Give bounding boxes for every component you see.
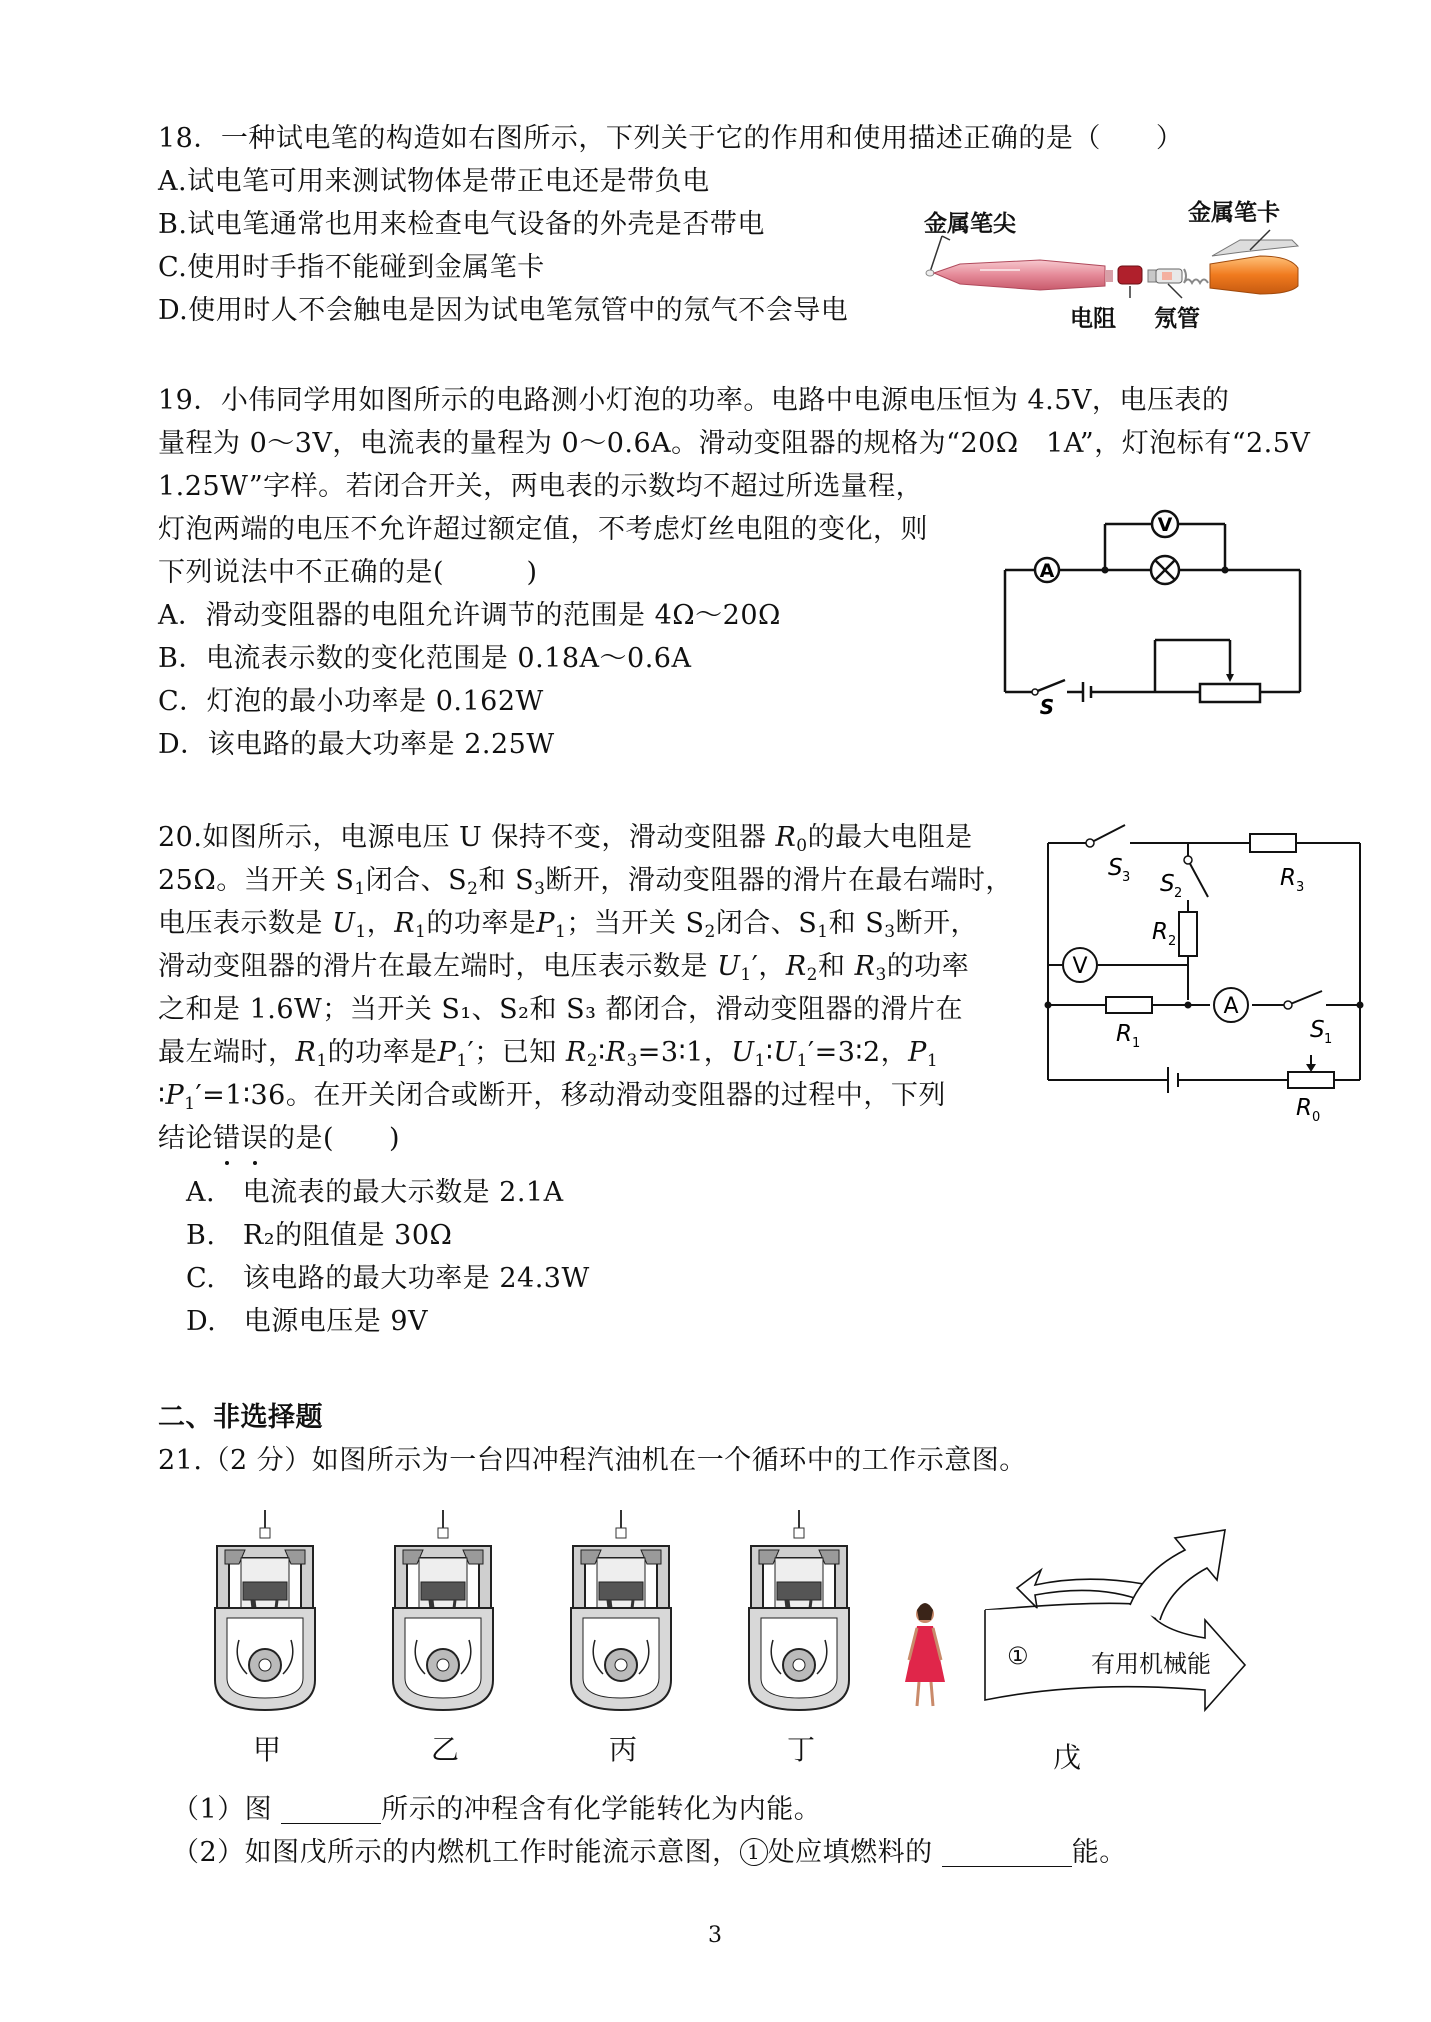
section-title: 二、非选择题 bbox=[158, 1402, 323, 1433]
svg-text:3: 3 bbox=[1122, 870, 1131, 885]
q19-line-5: 下列说法中不正确的是( ) bbox=[158, 557, 538, 588]
q18-option-c: C.使用时手指不能碰到金属笔卡 bbox=[158, 252, 545, 283]
q20-line-6: 最左端时，$R_1$的功率是$P_1'$；已知 $R_2∶R_3=3∶1$，$U_1∶U_1'=3∶2$，$P_1$ bbox=[158, 1037, 939, 1071]
label-jia: 甲 bbox=[253, 1733, 282, 1766]
label-r3: R bbox=[1280, 865, 1296, 891]
q19-circuit-diagram bbox=[995, 502, 1325, 722]
svg-text:1: 1 bbox=[1324, 1032, 1333, 1047]
emphasis-dot-1 bbox=[225, 1161, 229, 1165]
label-neon-tube: 氖管 bbox=[1154, 306, 1200, 332]
label-metal-clip: 金属笔卡 bbox=[1188, 200, 1280, 226]
engine-strokes-figure bbox=[205, 1510, 1305, 1790]
label-ding: 丁 bbox=[787, 1733, 816, 1766]
q19-line-2: 量程为 0～3V，电流表的量程为 0～0.6A。滑动变阻器的规格为“20Ω 1A”，灯泡标有“2.5V bbox=[158, 428, 1311, 459]
svg-text:2: 2 bbox=[1174, 886, 1183, 901]
svg-text:2: 2 bbox=[1168, 934, 1177, 949]
q19-option-b: B．电流表示数的变化范围是 0.18A～0.6A bbox=[158, 643, 692, 674]
label-s3: S bbox=[1108, 855, 1123, 881]
q19-option-a: A．滑动变阻器的电阻允许调节的范围是 4Ω～20Ω bbox=[158, 600, 781, 631]
q18-option-b: B.试电笔通常也用来检查电气设备的外壳是否带电 bbox=[158, 209, 765, 240]
emphasis-dot-2 bbox=[253, 1161, 257, 1165]
q19-option-d: D．该电路的最大功率是 2.25W bbox=[158, 729, 555, 760]
q19-option-c: C．灯泡的最小功率是 0.162W bbox=[158, 686, 544, 717]
q21-sub-2: （2）如图戊所示的内燃机工作时能流示意图， 1 处应填燃料的 能。 bbox=[172, 1837, 1127, 1868]
q20-option-b: B. R₂的阻值是 30Ω bbox=[186, 1220, 453, 1251]
label-resistor: 电阻 bbox=[1070, 306, 1116, 332]
q20-ammeter-symbol: A bbox=[1223, 994, 1239, 1019]
q20-line-4: 滑动变阻器的滑片在最左端时，电压表示数是 $U_1'$，$R_2$和 $R_3$的功率 bbox=[158, 951, 970, 985]
q18-option-a: A.试电笔可用来测试物体是带正电还是带负电 bbox=[158, 166, 710, 197]
label-bing: 丙 bbox=[609, 1733, 638, 1766]
q19-line-4: 灯泡两端的电压不允许超过额定值，不考虑灯丝电阻的变化，则 bbox=[158, 514, 928, 545]
arrow-label: 有用机械能 bbox=[1091, 1650, 1211, 1678]
label-r0: R bbox=[1296, 1095, 1312, 1121]
answer-blank-1[interactable] bbox=[281, 1795, 381, 1824]
q19-line-1: 19．小伟同学用如图所示的电路测小灯泡的功率。电路中电源电压恒为 4.5V，电压表的 bbox=[158, 385, 1230, 416]
energy-flow-arrow bbox=[985, 1530, 1245, 1710]
q19-circuit-wires bbox=[995, 502, 1325, 722]
q20-line-5: 之和是 1.6W；当开关 S₁、S₂和 S₃ 都闭合，滑动变阻器的滑片在 bbox=[158, 994, 963, 1025]
q20-emphasis-wrong: 错误 bbox=[213, 1123, 268, 1154]
circled-number: 1 bbox=[740, 1838, 768, 1866]
q19-ammeter-symbol: A bbox=[1039, 560, 1055, 582]
label-s2: S bbox=[1160, 871, 1175, 897]
page-number: 3 bbox=[708, 1923, 723, 1948]
q19-switch-label: S bbox=[1039, 695, 1055, 719]
svg-text:3: 3 bbox=[1296, 880, 1305, 895]
label-wu: 戊 bbox=[1053, 1741, 1082, 1774]
svg-text:0: 0 bbox=[1312, 1110, 1321, 1125]
q20-option-c: C. 该电路的最大功率是 24.3W bbox=[186, 1263, 590, 1294]
label-s1: S bbox=[1310, 1017, 1325, 1043]
tester-pen-figure bbox=[920, 190, 1310, 330]
label-metal-tip: 金属笔尖 bbox=[924, 211, 1016, 237]
answer-blank-2[interactable] bbox=[942, 1838, 1072, 1867]
q20-option-d: D. 电源电压是 9V bbox=[186, 1306, 429, 1337]
q21-sub-1: （1）图 所示的冲程含有化学能转化为内能。 bbox=[172, 1794, 822, 1825]
q21-stem: 21.（2 分）如图所示为一台四冲程汽油机在一个循环中的工作示意图。 bbox=[158, 1445, 1027, 1476]
q20-circuit-diagram bbox=[1040, 815, 1370, 1135]
q20-option-a: A. 电流表的最大示数是 2.1A bbox=[186, 1177, 564, 1208]
q20-line-3: 电压表示数是 $U_1$，$R_1$的功率是$P_1$；当开关 $S_2$闭合、$S_1$和 $S_3$断开， bbox=[158, 908, 979, 942]
q20-line-1: 20.如图所示，电源电压 U 保持不变，滑动变阻器 $R_0$的最大电阻是 bbox=[158, 822, 973, 856]
label-yi: 乙 bbox=[431, 1733, 460, 1766]
q20-line-7: $∶P_1'=1∶36$。在开关闭合或断开，移动滑动变阻器的过程中，下列 bbox=[158, 1080, 946, 1114]
q18-option-d: D.使用时人不会触电是因为试电笔氖管中的氖气不会导电 bbox=[158, 295, 849, 326]
q20-line-2: 25Ω。当开关 $S_1$闭合、$S_2$和 $S_3$断开，滑动变阻器的滑片在最右端时， bbox=[158, 865, 1013, 899]
label-r2: R bbox=[1152, 919, 1168, 945]
q19-voltmeter-symbol: V bbox=[1157, 514, 1173, 536]
q18-stem: 18．一种试电笔的构造如右图所示，下列关于它的作用和使用描述正确的是（ ） bbox=[158, 123, 1184, 154]
arrow-number: ① bbox=[1007, 1642, 1029, 1670]
q20-line-8: 结论错误的是( ) bbox=[158, 1123, 401, 1154]
girl-figure bbox=[905, 1603, 945, 1706]
q19-line-3: 1.25W”字样。若闭合开关，两电表的示数均不超过所选量程， bbox=[158, 471, 924, 502]
q20-voltmeter-symbol: V bbox=[1072, 954, 1088, 979]
svg-text:1: 1 bbox=[1132, 1036, 1141, 1051]
q20-circuit-wires bbox=[1040, 815, 1370, 1135]
label-r1: R bbox=[1116, 1021, 1132, 1047]
